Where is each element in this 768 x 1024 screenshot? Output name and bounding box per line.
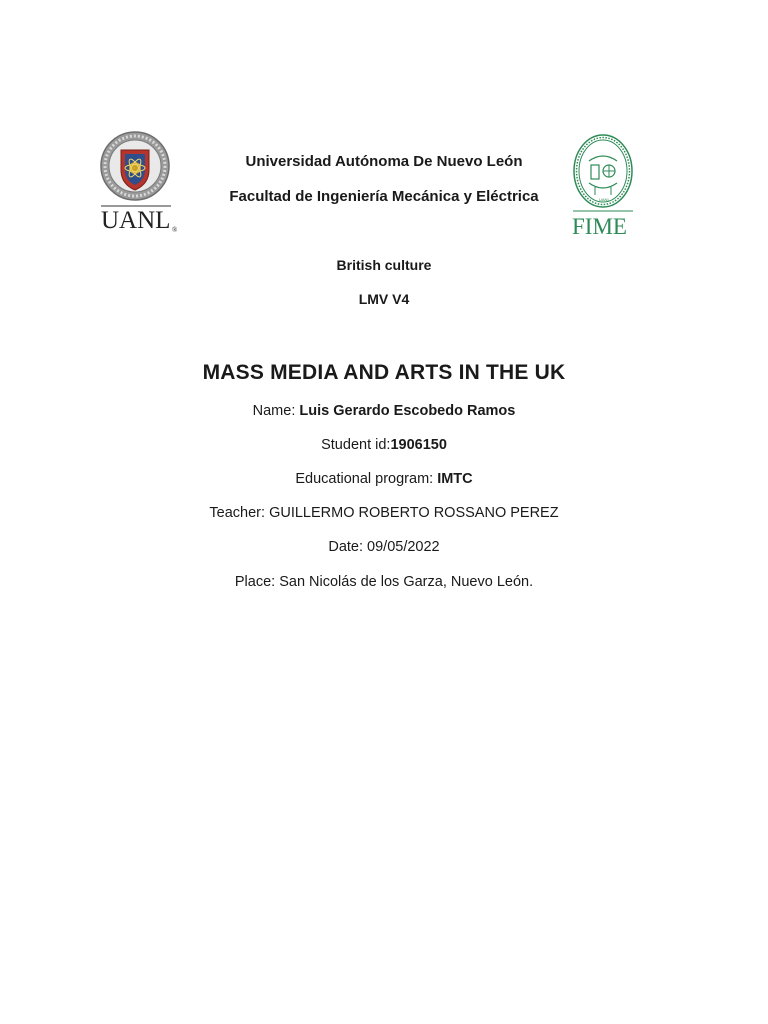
name-value: Luis Gerardo Escobedo Ramos: [299, 403, 516, 419]
place-value: San Nicolás de los Garza, Nuevo León.: [279, 574, 534, 590]
course-name: British culture: [336, 257, 432, 273]
svg-text:UANL: UANL: [599, 197, 610, 202]
course-group: LMV V4: [358, 291, 410, 307]
fime-logo-text: FIME: [572, 214, 627, 239]
uanl-logo: [99, 130, 179, 236]
fime-seal-icon: [569, 133, 637, 239]
program-line: [0, 471, 768, 487]
uanl-seal-icon: [99, 130, 179, 236]
name-label: Name:: [252, 403, 300, 419]
program-value: IMTC: [437, 471, 473, 487]
program-label: Educational program:: [295, 471, 438, 487]
date-line: [0, 539, 768, 555]
document-title: MASS MEDIA AND ARTS IN THE UK: [202, 361, 566, 384]
student-id-line: [0, 437, 768, 453]
university-name: Universidad Autónoma De Nuevo León: [245, 153, 523, 170]
faculty-name: Facultad de Ingeniería Mecánica y Eléctrica: [229, 188, 539, 205]
fime-logo: [569, 133, 637, 239]
teacher-line: [0, 505, 768, 521]
teacher-label: Teacher:: [209, 505, 270, 521]
student-id-label: Student id:: [321, 437, 391, 453]
date-value: 09/05/2022: [367, 539, 440, 555]
place-line: [0, 574, 768, 590]
place-label: Place:: [234, 574, 280, 590]
teacher-value: GUILLERMO ROBERTO ROSSANO PEREZ: [269, 505, 559, 521]
student-id-value: 1906150: [390, 437, 447, 453]
svg-text:®: ®: [172, 226, 178, 234]
date-label: Date:: [328, 539, 368, 555]
uanl-logo-text: UANL: [101, 207, 171, 234]
student-name-line: [0, 403, 768, 419]
